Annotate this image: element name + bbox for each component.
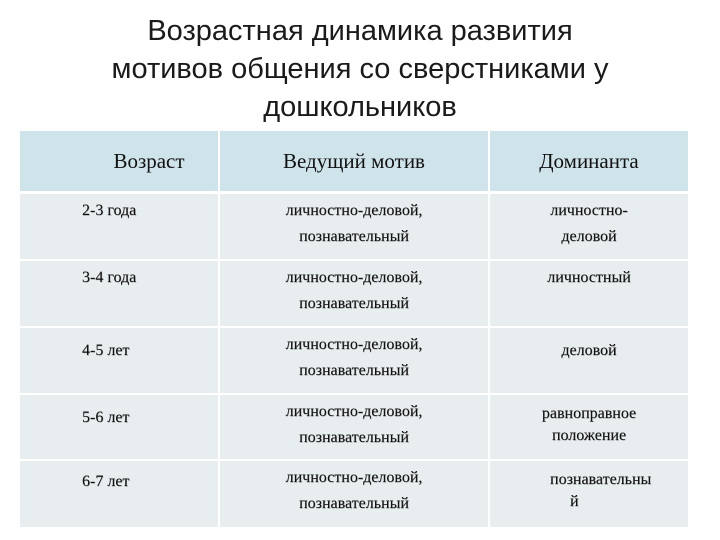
dominant-line: положение bbox=[551, 427, 627, 444]
header-age: Возраст bbox=[20, 131, 220, 191]
dominant-line: деловой bbox=[561, 342, 617, 359]
dominant-cell bbox=[490, 461, 688, 527]
dominant-cell bbox=[490, 328, 688, 393]
dominant-line: равноправное bbox=[541, 405, 637, 422]
motive-cell bbox=[220, 261, 490, 326]
age-cell: 3-4 года bbox=[20, 261, 220, 326]
table-row bbox=[20, 194, 688, 261]
dominant-line: личностно- bbox=[550, 202, 628, 219]
header-motive: Ведущий мотив bbox=[220, 131, 490, 191]
age-cell: 5-6 лет bbox=[20, 395, 220, 459]
age-cell: 2-3 года bbox=[20, 194, 220, 259]
header-dominant: Доминанта bbox=[539, 148, 639, 173]
motive-line: личностно-деловой, bbox=[285, 403, 423, 420]
age-cell: 4-5 лет bbox=[20, 328, 220, 393]
motives-table bbox=[20, 131, 688, 529]
motive-cell bbox=[220, 395, 490, 459]
motive-line: познавательный bbox=[299, 362, 409, 379]
motive-line: личностно-деловой, bbox=[285, 469, 423, 486]
dominant-cell bbox=[490, 395, 688, 459]
title-line-3: дошкольников bbox=[263, 91, 457, 123]
dominant-line: й bbox=[570, 493, 579, 510]
motive-line: познавательный bbox=[299, 429, 409, 446]
dominant-cell bbox=[490, 194, 688, 259]
dominant-line: познавательны bbox=[550, 471, 652, 488]
motive-line: личностно-деловой, bbox=[285, 336, 423, 353]
dominant-cell bbox=[490, 261, 688, 326]
motive-line: познавательный bbox=[299, 295, 409, 312]
table-row bbox=[20, 395, 688, 461]
motive-line: познавательный bbox=[299, 495, 409, 512]
dominant-line: личностный bbox=[547, 269, 631, 286]
table-row bbox=[20, 261, 688, 328]
age-cell: 6-7 лет bbox=[20, 461, 220, 527]
motive-cell bbox=[220, 194, 490, 259]
motive-line: личностно-деловой, bbox=[285, 202, 423, 219]
dominant-line: деловой bbox=[561, 228, 617, 245]
motive-cell bbox=[220, 461, 490, 527]
slide-title bbox=[40, 12, 680, 126]
table-row bbox=[20, 328, 688, 395]
table-row bbox=[20, 461, 688, 529]
motive-cell bbox=[220, 328, 490, 393]
title-line-1: Возрастная динамика развития bbox=[147, 15, 573, 47]
motive-line: познавательный bbox=[299, 228, 409, 245]
table-header-row bbox=[20, 131, 688, 194]
motive-line: личностно-деловой, bbox=[285, 269, 423, 286]
title-line-2: мотивов общения со сверстниками у bbox=[111, 53, 609, 85]
